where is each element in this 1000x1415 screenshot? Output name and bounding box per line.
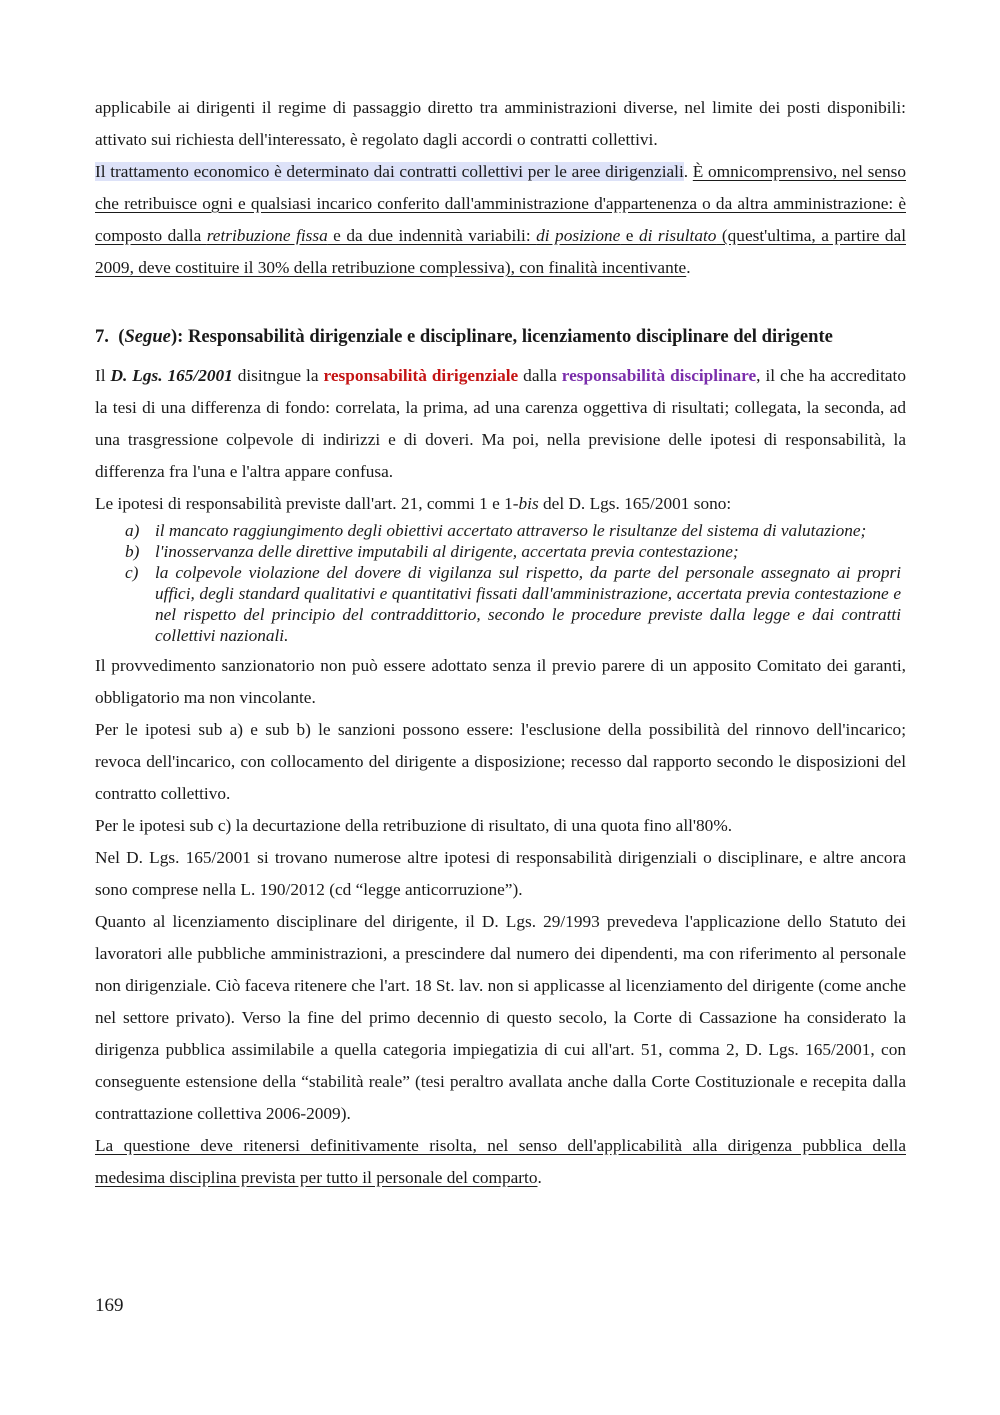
text-span: del D. Lgs. 165/2001 sono: xyxy=(538,494,732,513)
paragraph-provvedimento: Il provvedimento sanzionatorio non può essere adottato senza il previo parere di un apposito Comitato dei garanti, obbligatorio ma non vincolante. xyxy=(95,656,906,707)
text-span: Le ipotesi di responsabilità previste dall'art. 21, commi 1 e 1- xyxy=(95,494,519,513)
law-reference: D. Lgs. 165/2001 xyxy=(110,366,233,385)
section-number: 7. xyxy=(95,326,109,347)
paragraph-passaggio: applicabile ai dirigenti il regime di passaggio diretto tra amministrazioni diverse, nel limite dei posti disponibili: attivato sui richiesta dell'interessato, è regolato dagli accordi o contratti collettivi. xyxy=(95,98,906,149)
paragraph-trattamento-economico xyxy=(95,156,906,284)
text-span: ( xyxy=(118,326,125,347)
italic-term: retribuzione fissa xyxy=(206,226,328,245)
list-item xyxy=(125,541,901,562)
text-span: Il xyxy=(95,366,111,385)
text-span: . xyxy=(683,162,693,181)
italic-term: di risultato xyxy=(638,226,717,245)
ipotesi-list xyxy=(95,520,906,646)
italic-term: bis xyxy=(518,494,539,513)
list-marker: b) xyxy=(125,542,140,561)
highlighted-text: Il trattamento economico è determinato dai contratti collettivi per le aree dirigenziali xyxy=(95,162,684,181)
page-body xyxy=(95,92,906,1194)
text-span: e da due indennità variabili: xyxy=(327,226,537,245)
page-number: 169 xyxy=(95,1295,124,1316)
text-span: . xyxy=(537,1168,542,1187)
paragraph-conclusione xyxy=(95,1130,906,1194)
text-span: dalla xyxy=(518,366,562,385)
paragraph-altre-ipotesi: Nel D. Lgs. 165/2001 si trovano numerose altre ipotesi di responsabilità dirigenziali o disciplinare, e altre ancora sono comprese nella L. 190/2012 (cd “legge anticorruzione”). xyxy=(95,848,906,899)
paragraph-sanzioni-ab: Per le ipotesi sub a) e sub b) le sanzioni possono essere: l'esclusione della possibilità del rinnovo dell'incarico; revoca dell'incarico, con collocamento del dirigente a disposizione; recesso dal rapporto secondo le disposizioni del contratto collettivo. xyxy=(95,720,906,803)
list-marker: a) xyxy=(125,521,140,540)
list-marker: c) xyxy=(125,563,139,582)
list-item xyxy=(125,562,901,646)
text-span: disitngue la xyxy=(232,366,324,385)
list-item-text: l'inosservanza delle direttive imputabili al dirigente, accertata previa contestazione; xyxy=(155,542,739,561)
section-heading xyxy=(95,320,906,354)
term-responsabilita-dirigenziale: responsabilità dirigenziale xyxy=(323,366,519,385)
paragraph-licenziamento: Quanto al licenziamento disciplinare del dirigente, il D. Lgs. 29/1993 prevedeva l'applicazione dello Statuto dei lavoratori alle pubbliche amministrazioni, a prescindere dal numero dei dipendenti, ma con riferimento al personale non dirigenziale. Ciò faceva ritenere che l'art. 18 St. lav. non si applicasse al licenziamento del dirigente (come anche nel settore privato). Verso la fine del primo decennio di questo secolo, la Corte di Cassazione ha considerato la dirigenza pubblica assimilabile a quella categoria impiegatizia di cui all'art. 51, comma 2, D. Lgs. 165/2001, con conseguente estensione della “stabilità reale” (tesi peraltro avallata anche dalla Corte Costituzionale e recepita dalla contrattazione collettiva 2006-2009). xyxy=(95,912,907,1123)
list-item-text: il mancato raggiungimento degli obiettivi accertato attraverso le risultanze del sistema di valutazione; xyxy=(155,521,867,540)
paragraph-sanzioni-c: Per le ipotesi sub c) la decurtazione della retribuzione di risultato, di una quota fino all'80%. xyxy=(95,816,733,835)
text-span: (quest'ultima, a partire dal 2009, deve costituire il 30% della retribuzione complessiva), con finalità incentivante xyxy=(95,226,906,277)
section-title: ): Responsabilità dirigenziale e disciplinare, licenziamento disciplinare del dirigente xyxy=(170,326,833,347)
term-responsabilita-disciplinare: responsabilità disciplinare xyxy=(561,366,757,385)
text-span: . xyxy=(686,258,691,277)
text-span: È omnicomprensivo, nel senso che retribuisce ogni e qualsiasi incarico conferito dall'amministrazione d'appartenenza o da altra amministrazione: è composto dalla xyxy=(95,162,906,245)
underlined-text: La questione deve ritenersi definitivamente risolta, nel senso dell'applicabilità alla dirigenza pubblica della medesima disciplina prevista per tutto il personale del comparto xyxy=(95,1136,906,1187)
italic-term: Segue xyxy=(124,326,171,347)
list-item xyxy=(125,520,901,541)
paragraph-responsabilita xyxy=(95,360,906,488)
paragraph-ipotesi xyxy=(95,488,906,520)
italic-term: di posizione xyxy=(536,226,621,245)
text-span: e xyxy=(620,226,639,245)
text-span: , il che ha accreditato la tesi di una differenza di fondo: correlata, la prima, ad una carenza oggettiva di risultati; collegata, la seconda, ad una trasgressione colpevole di indirizzi e di doveri. Ma poi, nella previsione delle ipotesi di responsabilità, la differenza fra l'una e l'altra appare confusa. xyxy=(95,366,906,481)
list-item-text: la colpevole violazione del dovere di vigilanza sul rispetto, da parte del personale assegnato ai propri uffici, degli standard qualitativi e quantitativi fissati dall'amministrazione, accertata previa contestazione e nel rispetto del principio del contraddittorio, secondo le procedure previste dalla legge e dai contratti collettivi nazionali. xyxy=(155,563,901,645)
